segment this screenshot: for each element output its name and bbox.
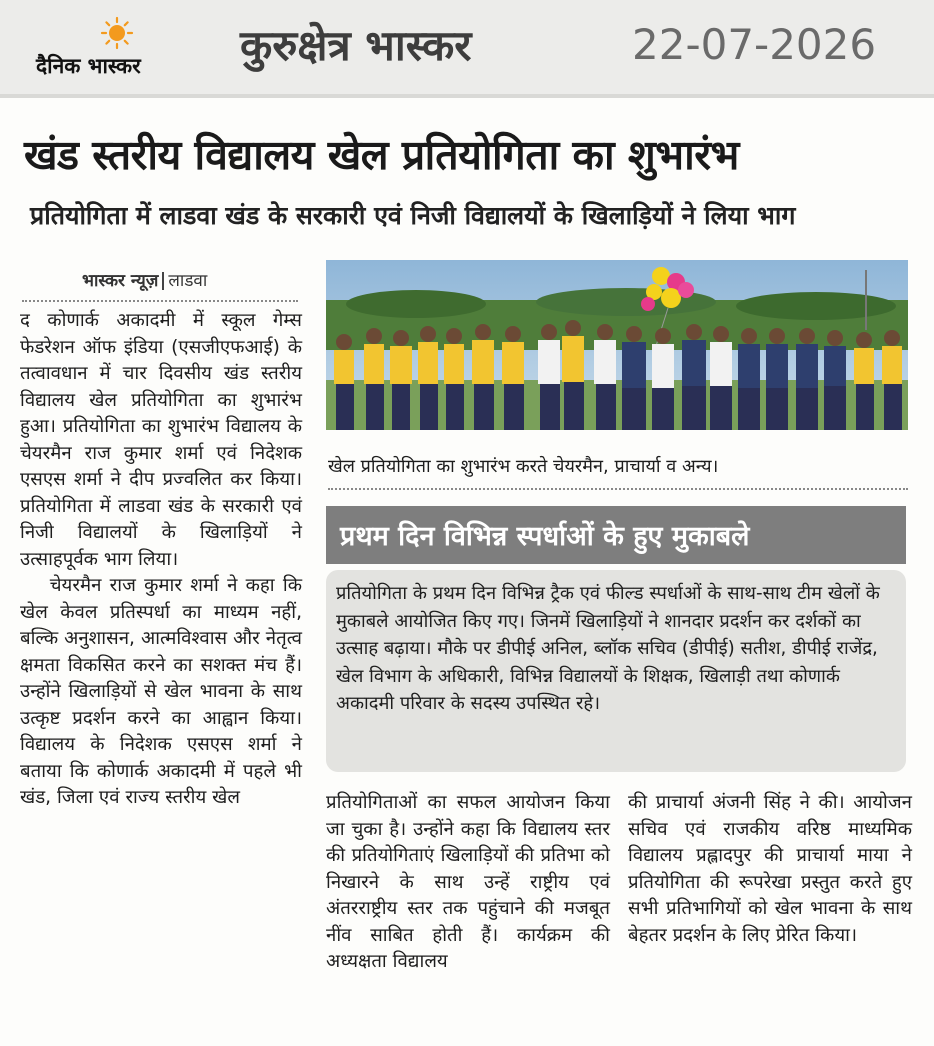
byline — [82, 268, 207, 291]
caption-divider — [328, 488, 908, 490]
paragraph: चेयरमैन राज कुमार शर्मा ने कहा कि खेल केवल प्रतिस्पर्धा का माध्यम नहीं, बल्कि अनुशासन, आत्मविश्वास और नेतृत्व क्षमता विकसित करने का सशक्त मंच हैं। उन्होंने खिलाड़ियों से खेल भावना के साथ उत्कृष्ट प्रदर्शन करने का आह्वान किया। विद्यालय के निदेशक एसएस शर्मा ने बताया कि कोणार्क अकादमी में पहले भी खंड, जिला एवं राज्य स्तरीय खेल — [20, 575, 302, 808]
subheadline: प्रतियोगिता में लाडवा खंड के सरकारी एवं निजी विद्यालयों के खिलाड़ियों ने लिया भाग — [30, 201, 796, 230]
article-column-3 — [628, 790, 912, 949]
sun-logo-icon — [100, 16, 134, 50]
paragraph: की प्राचार्या अंजनी सिंह ने की। आयोजन सचिव एवं राजकीय वरिष्ठ माध्यमिक विद्यालय प्रह्लादपुर की प्राचार्या माया ने प्रतियोगिता की रूपरेखा प्रस्तुत करते हुए सभी प्रतिभागियों को खेल भावना के साथ बेहतर प्रदर्शन के लिए प्रेरित किया। — [628, 792, 912, 946]
newspaper-logo — [36, 16, 206, 82]
byline-agency: भास्कर न्यूज़ — [82, 271, 159, 291]
photo-caption: खेल प्रतियोगिता का शुभारंभ करते चेयरमैन, प्राचार्या व अन्य। — [328, 456, 719, 477]
edition-date: 22-07-2026 — [632, 20, 877, 69]
headline: खंड स्तरीय विद्यालय खेल प्रतियोगिता का शुभारंभ — [24, 131, 739, 179]
paragraph: प्रतियोगिताओं का सफल आयोजन किया जा चुका है। उन्होंने कहा कि विद्यालय स्तर की प्रतियोगिताएं खिलाड़ियों की प्रतिभा को निखारने के साथ उन्हें राष्ट्रीय एवं अंतरराष्ट्रीय स्तर तक पहुंचाने की मजबूत नींव साबित होती हैं। कार्यक्रम की अध्यक्षता विद्यालय — [326, 792, 610, 972]
box-title: प्रथम दिन विभिन्न स्पर्धाओं के हुए मुकाबले — [326, 506, 906, 564]
edition-title: कुरुक्षेत्र भास्कर — [240, 21, 472, 70]
event-photo-image — [326, 260, 908, 430]
byline-place: लाडवा — [168, 271, 208, 291]
byline-separator — [162, 272, 164, 290]
masthead — [0, 0, 934, 98]
event-photo — [326, 260, 908, 430]
article-column-2 — [326, 790, 610, 976]
paragraph: द कोणार्क अकादमी में स्कूल गेम्स फेडरेशन ऑफ इंडिया (एसजीएफआई) के तत्वावधान में चार दिवसीय खंड स्तरीय विद्यालय खेल प्रतियोगिता का शुभारंभ हुआ। प्रतियोगिता का शुभारंभ विद्यालय के चेयरमैन राज कुमार शर्मा एवं निदेशक एसएस शर्मा ने दीप प्रज्वलित कर किया। प्रतियोगिता में लाडवा खंड के सरकारी एवं निजी विद्यालयों के खिलाड़ियों ने उत्साहपूर्वक भाग लिया। — [20, 310, 302, 570]
byline-divider — [22, 300, 298, 302]
brand-name: दैनिक भास्कर — [36, 54, 141, 78]
article-column-1 — [20, 308, 302, 812]
box-body: प्रतियोगिता के प्रथम दिन विभिन्न ट्रैक एवं फील्ड स्पर्धाओं के साथ-साथ टीम खेलों के मुकाबले आयोजित किए गए। जिनमें खिलाड़ियों ने शानदार प्रदर्शन कर दर्शकों का उत्साह बढ़ाया। मौके पर डीपीई अनिल, ब्लॉक सचिव (डीपीई) सतीश, डीपीई राजेंद्र, खेल विभाग के अधिकारी, विभिन्न विद्यालयों के शिक्षक, खिलाड़ी तथा कोणार्क अकादमी परिवार के सदस्य उपस्थित रहे। — [326, 570, 906, 772]
